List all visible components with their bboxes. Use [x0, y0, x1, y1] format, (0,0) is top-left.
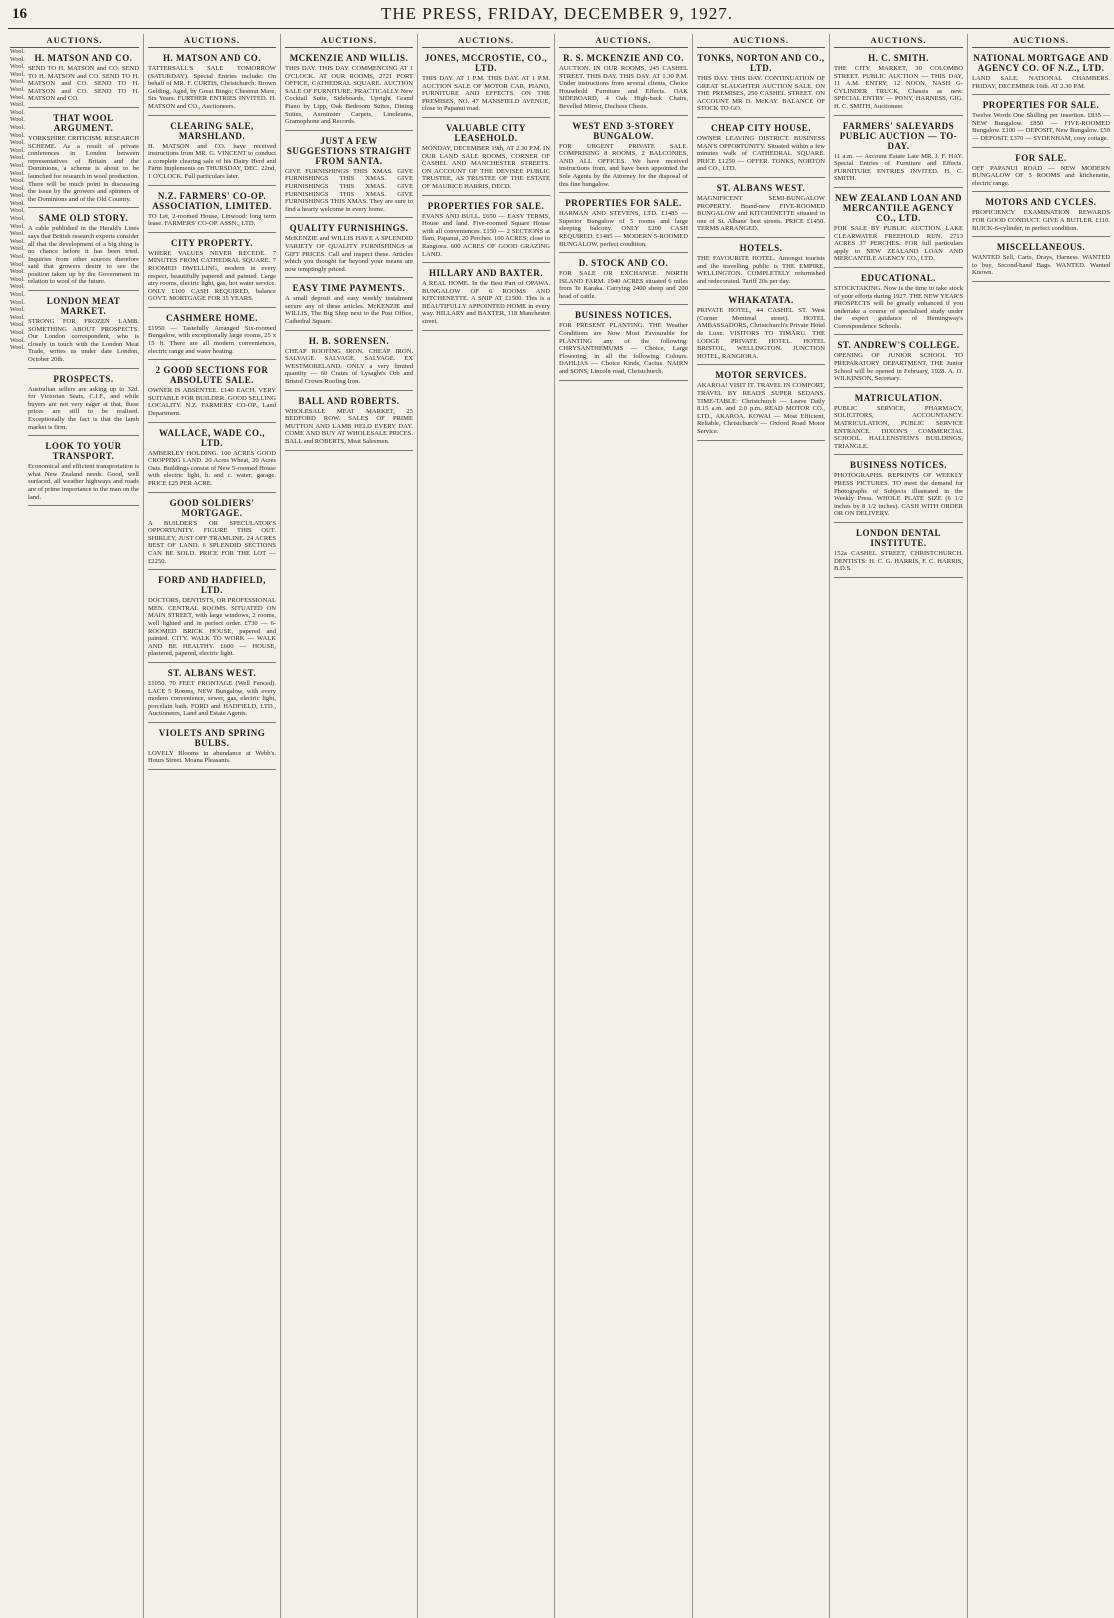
advert-title: MOTORS AND CYCLES. [985, 197, 1097, 208]
advert-text: 11 a.m. — Account Estate Late MR. J. F. HAY. Special Entries of Furniture and Effects. FURNITURE ENTRIES INVITED. H. C. SMITH. [834, 152, 963, 183]
advert-title: ST. ALBANS WEST. [167, 667, 257, 678]
advert [285, 218, 413, 278]
advert-text: EVANS AND BULL. £650 — EASY TERMS, House and land. Five-roomed Square House with all conveniences. £150 — 2 SECTIONS at Ilam, Papanui, 20 Perches. 100 ACRES, close to Rangiora. 600 ACRES OF GOOD GRAZING LAND. [422, 212, 551, 258]
advert-text: PUBLIC SERVICE, PHARMACY, SOLICITORS, ACCOUNTANCY. MATRICULATION, PUBLIC SERVICE ENTRANCE. DIXON'S COMMERCIAL SCHOOL. HALLENSTEIN'S BUILDINGS, TRIANGLE. [834, 404, 963, 450]
advert [285, 131, 413, 219]
advert-text: THIS DAY. THIS DAY. COMMENCING AT 1 O'CLOCK. AT OUR ROOMS, 2721 PORT OFFICE, CATHEDRAL SQUARE. AUCTION SALE OF FURNITURE. PRACTICALLY New Cocktail Suite, Sideboards, Upright Grand Piano by Lipp, Oak Bedroom Suites, Dining Suites, Axminster Carpets, Linoleums, Gramophone and Records. [285, 65, 413, 126]
advert [148, 308, 276, 360]
advert [834, 388, 963, 456]
column-heading: AUCTIONS. [697, 34, 825, 48]
advert [834, 116, 963, 188]
advert-text: A small deposit and easy weekly instalment secure any of these articles. McKENZIE and WILLIS, The Big Shop next to the Post Office, Cathedral Square. [285, 295, 413, 326]
column-7 [830, 34, 968, 1618]
advert-title: HILLARY AND BAXTER. [428, 268, 544, 279]
advert-text: WHOLESALE MEAT MARKET, 25 BEDFORD ROW. SALES OF PRIME MUTTON AND LAMB HELD EVERY DAY. COME AND BUY AT WHOLESALE PRICES. BALL and ROBERTS, Meat Salesmen. [285, 407, 413, 445]
advert-text: FOR SALE BY PUBLIC AUCTION. LAKE CLEARWATER FREEHOLD RUN. 2713 ACRES 37 PERCHES. FOR full particulars apply to NEW ZEALAND LOAN AND MERCANTILE AGENCY CO., LTD. [834, 224, 963, 263]
advert-title: PROPERTIES FOR SALE. [427, 200, 545, 211]
column-heading: AUCTIONS. [285, 34, 413, 48]
advert [697, 238, 825, 290]
advert [697, 365, 825, 440]
advert-text: TO Let, 2-roomed House, Linwood: long term lease. FARMERS' CO-OP. ASSN., LTD. [148, 212, 276, 228]
advert-text: McKENZIE and WILLIS HAVE A SPLENDID VARIETY OF QUALITY FURNISHINGS at GIFT PRICES. Call and inspect these. Articles which you thought far beyond your means are now temptingly priced. [285, 235, 413, 273]
advert-text: A REAL HOME. In the Best Part of OPAWA. BUNGALOW OF 6 ROOMS AND KITCHENETTE. A SNIP AT £1500. This is a BEAUTIFULLY APPOINTED HOME in every way. HILLARY and BAXTER, 118 Manchester street. [422, 280, 550, 326]
advert-title: CHEAP CITY HOUSE. [711, 122, 811, 133]
advert-text: FOR URGENT PRIVATE SALE. COMPRISING 8 ROOMS, 2 BALCONIES, AND ALL OFFICES. We have received instructions from, and have been appointed the Sole Agents by the Attorney for the disposal of this fine bungalow. [559, 142, 688, 188]
advert-text: GIVE FURNISHINGS THIS XMAS. GIVE FURNISHINGS THIS XMAS. GIVE FURNISHINGS THIS XMAS. GIVE FURNISHINGS THIS XMAS. GIVE FURNISHINGS THIS XMAS. They are sure to find a hearty welcome in every home. [285, 167, 413, 213]
advert-title: D. STOCK AND CO. [578, 258, 669, 269]
advert [422, 48, 550, 118]
advert-title: H. MATSON AND CO. [162, 53, 262, 63]
advert-text: PRIVATE HOTEL, 44 CASHEL ST. West (Corner Montreal street). HOTEL AMBASSADORS, Christchurch's Private Hotel de Luxe. VISITORS TO TIMARU. THE LODGE PRIVATE HOTEL. HOTEL BRISTOL, WELLINGTON. JUNCTION HOTEL, RANGIORA. [697, 307, 825, 360]
advert [422, 196, 550, 264]
advert-text: HARMAN AND STEVENS, LTD. £1485 — Superior Bungalow of 5 rooms and large sleeping balcony. ONLY £200 CASH REQUIRED. £1485 — MODERN 5-ROOMED BUNGALOW, perfect condition. [559, 210, 688, 248]
advert [834, 188, 963, 268]
masthead-rule [8, 28, 1114, 29]
advert [148, 360, 276, 422]
advert-title: ST. ALBANS WEST. [716, 182, 806, 193]
advert-title: MATRICULATION. [854, 392, 943, 403]
advert [422, 118, 550, 196]
column-5 [555, 34, 693, 1618]
advert-text: THIS DAY. THIS DAY. CONTINUATION OF GREAT SLAUGHTER AUCTION SALE. ON THE PREMISES, 250 CASHEL STREET. ON ACCOUNT MR D. McKAY. BALANCE OF STOCK TO GO. [697, 75, 825, 113]
advert-text: DOCTORS, DENTISTS, OR PROFESSIONAL MEN. CENTRAL ROOMS. SITUATED ON MAIN STREET, with large windows, 2 rooms, well lighted and in perfect order. £730 — 6-ROOMED BRICK HOUSE, papered and painted. CITY. WALK TO WORK — WALK AND BE HEALTHY. £600 — HOUSE, plastered, papered, electric light. [148, 597, 276, 658]
column-2 [144, 34, 281, 1618]
advert [285, 48, 413, 131]
advert-text: Twelve Words One Shilling per insertion. £835 — NEW Bungalow. £850 — FIVE-ROOMED Bungalow. £100 — DEPOSIT, New Bungalow. £50 — DEPOSIT. £370 — SYDENHAM, cosy cottage. [972, 112, 1110, 142]
advert-text: LAND SALE. NATIONAL CHAMBERS. FRIDAY, DECEMBER 16th. AT 2.30 P.M. [972, 75, 1110, 90]
advert [559, 116, 688, 194]
advert-title: WALLACE, WADE CO., LTD. [158, 427, 266, 448]
advert [422, 263, 550, 331]
advert [285, 331, 413, 391]
advert-text: AKAROA! VISIT IT. TRAVEL IN COMFORT, TRAVEL BY READ'S SUPER SEDANS. TIME-TABLE: Christchurch — Leave Daily 8.15 a.m. and 2.0 p.m. READ MOTOR CO., LTD., AKAROA. KOWAI — Most Efficient, Reliable, Christchurch — Oxford Road Motor Service. [697, 382, 825, 435]
advert-title: LONDON DENTAL INSTITUTE. [855, 527, 942, 548]
column-heading: AUCTIONS. [10, 34, 139, 48]
advert-title: BUSINESS NOTICES. [849, 460, 948, 471]
page-number: 16 [12, 6, 27, 22]
advert-title: WHAKATATA. [728, 295, 794, 306]
advert-title: EDUCATIONAL. [860, 272, 937, 283]
advert-text: THE CITY MARKET, 30 COLOMBO STREET. PUBLIC AUCTION — THIS DAY, 11 A.M. ENTRY, 12 NOON. NASH G-CYLINDER TRUCK, Chassis as new. SPECIAL ENTRY — PONY, HARNESS, GIG. H. C. SMITH, Auctioneer. [834, 65, 963, 110]
advert-title: MOTOR SERVICES. [715, 370, 807, 381]
advert-title: H. C. SMITH. [868, 53, 929, 63]
wool-gutter: Wool. Wool. Wool. Wool. Wool. Wool. Wool. Wool. Wool. Wool. Wool. Wool. Wool. Wool. Wool. Wool. Wool. Wool. Wool. Wool. Wool. Wool. Wool. Wool. Wool. Wool. Wool. Wool. Wool. Wool. Wool. Wool. Wool. Wool. Wool. Wool. Wool. Wool. Wool. Wool. [10, 48, 25, 352]
advert [148, 233, 276, 308]
advert-text: FOR PRESENT PLANTING. THE Weather Conditions are Now Most Favourable for PLANTING any of the following: CHRYSANTHEMUMS — Choice, Large Flowering, in all the following Colours. DAHLIAS — Choice Kinds, Cactus. NAIRN and SONS, Lincoln road, Christchurch. [559, 322, 688, 376]
advert-title: JONES, MCCROSTIE, CO., LTD. [424, 53, 548, 73]
advert [28, 436, 139, 506]
advert [697, 48, 825, 118]
advert [148, 493, 276, 571]
advert [285, 391, 413, 451]
advert-title: SAME OLD STORY. [38, 213, 129, 224]
column-3 [281, 34, 418, 1618]
advert [834, 268, 963, 336]
advert-text: MAGNIFICENT SEMI-BUNGALOW PROPERTY. Brand-new FIVE-ROOMED BUNGALOW and KITCHENETTE situated in one of St. Albans' best streets. PRICE £1450. TERMS ARRANGED. [697, 194, 825, 233]
advert-text: WANTED Sell, Carts, Drays, Harness. WANTED to buy, Second-hand Bags. WANTED. Wanted Known. [972, 254, 1110, 277]
advert-text: STRONG FOR FROZEN LAMB. SOMETHING ABOUT PROSPECTS. Our London correspondent, who is closely in touch with the London Meat Trade, writes us under date London, October 20th. [28, 318, 139, 364]
advert-text: OWNER IS ABSENTEE. £140 EACH. VERY SUITABLE FOR BUILDER. GOOD SELLING LOCALITY. N.Z. FARMERS' CO-OP., Land Department. [148, 387, 276, 418]
advert [834, 523, 963, 578]
column-4 [418, 34, 555, 1618]
advert-title: HOTELS. [739, 242, 783, 253]
advert-title: H. MATSON AND CO. [34, 53, 133, 63]
advert-text: A cable published in the Herald's Lines says that British research experts consider all that the development of a big thing is no chance before it has been tried. Inquiries from other sources therefore said that growers desire to see the position taken up by the Government in relation to wool of the future. [28, 225, 139, 286]
advert-text: OPENING OF JUNIOR SCHOOL TO PREPARATORY DEPARTMENT. THE Junior School will be opened in February, 1928. A. O. WILKINSON, Secretary. [834, 352, 963, 383]
column-heading: AUCTIONS. [559, 34, 688, 48]
advert-text: LOVELY Blooms in abundance at Webb's. Hours Street. Moana Pleasants. [148, 749, 276, 765]
column-heading: AUCTIONS. [834, 34, 963, 48]
advert [28, 291, 139, 369]
advert [148, 723, 276, 770]
advert-title: FOR SALE. [1015, 152, 1067, 163]
column-6 [693, 34, 830, 1618]
advert-text: SEND TO H. MATSON and CO. SEND TO H. MATSON and CO. SEND TO H. MATSON and CO. SEND TO H. MATSON and CO. SEND TO H. MATSON and CO. [28, 65, 139, 103]
advert [559, 253, 688, 305]
advert-title: PROPERTIES FOR SALE. [982, 100, 1100, 111]
advert-title: PROSPECTS. [53, 373, 114, 384]
advert-title: NEW ZEALAND LOAN AND MERCANTILE AGENCY CO., LTD. [834, 192, 963, 223]
advert-text: Australian sellers are asking up to 32d. for Victorian Seats, C.I.F., and while buyers are not very eager at that, these prices are still to be realised. Exceptionally the fact is that the lamb market is firm. [28, 385, 139, 431]
advert [972, 48, 1110, 95]
column-1 [6, 34, 144, 1618]
advert [28, 48, 139, 108]
advert-text: THIS DAY. AT 1 P.M. THIS DAY. AT 1 P.M. AUCTION SALE OF MOTOR CAR, PIANO, FURNITURE AND EFFECTS. ON THE PREMISES, NO. 47 MANSFIELD AVENUE, close to Papanui road. [422, 75, 550, 113]
advert-title: MCKENZIE AND WILLIS. [289, 53, 409, 63]
advert-title: ST. ANDREW'S COLLEGE. [837, 340, 960, 351]
advert-title: 2 GOOD SECTIONS FOR ABSOLUTE SALE. [155, 365, 269, 386]
advert-title: PROPERTIES FOR SALE. [565, 198, 682, 209]
advert-title: GOOD SOLDIERS' MORTGAGE. [169, 497, 255, 518]
wool-column-block [10, 48, 139, 506]
advert-title: MISCELLANEOUS. [996, 242, 1086, 253]
advert-title: CASHMERE HOME. [165, 312, 258, 323]
masthead [0, 0, 1114, 30]
advert-title: FORD AND HADFIELD, LTD. [158, 575, 266, 596]
advert [148, 186, 276, 233]
advert [148, 116, 276, 186]
advert [148, 663, 276, 723]
advert-text: FOR SALE OR EXCHANGE. NORTH ISLAND FARM. 1940 ACRES situated 6 miles from Te Karaka. Carrying 2400 sheep and 200 head of cattle. [559, 270, 688, 300]
advert [559, 48, 688, 116]
advert-text: OFF PAPANUI ROAD — NEW MODERN BUNGALOW OF 5 ROOMS and kitchenette, electric range. [972, 164, 1110, 187]
advert-text: THE FAVOURITE HOTEL. Amongst tourists and the travelling public is THE EMPIRE, WELLINGTON. COMPLETELY refurnished and redecorated. Tariff 20s per day. [697, 254, 825, 285]
advert-title: CITY PROPERTY. [170, 237, 254, 248]
advert [697, 118, 825, 178]
advert [697, 178, 825, 238]
advert-title: R. S. MCKENZIE AND CO. [563, 53, 684, 63]
advert-title: BUSINESS NOTICES. [574, 310, 673, 321]
advert [28, 369, 139, 437]
advert-text: OWNER LEAVING DISTRICT. BUSINESS MAN'S OPPORTUNITY. Situated within a few minutes walk of CATHEDRAL SQUARE. PRICE £1250 — OFFER. TONKS, NORTON and CO., LTD. [697, 134, 825, 173]
advert [972, 237, 1110, 282]
advert [28, 108, 139, 208]
advert-title: THAT WOOL ARGUMENT. [53, 112, 114, 133]
column-heading: AUCTIONS. [148, 34, 276, 48]
column-heading: AUCTIONS. [972, 34, 1110, 48]
advert-title: NATIONAL MORTGAGE AND AGENCY CO. OF N.Z., LTD. [973, 53, 1109, 73]
advert [834, 455, 963, 523]
advert-title: FARMERS' SALEYARDS PUBLIC AUCTION — TO-DAY. [839, 120, 958, 151]
advert-title: H. B. SORENSEN. [308, 335, 390, 346]
advert-title: QUALITY FURNISHINGS. [289, 223, 409, 234]
advert [148, 570, 276, 663]
advert-title: LONDON MEAT MARKET. [46, 296, 121, 317]
newspaper-title: THE PRESS, FRIDAY, DECEMBER 9, 1927. [381, 4, 733, 23]
advert [697, 290, 825, 365]
advert-text: MONDAY, DECEMBER 19th, AT 2.30 P.M. IN OUR LAND SALE ROOMS, CORNER OF CASHEL AND MANCHESTER STREETS. ON ACCOUNT OF THE DEVISEE PUBLIC TRUSTEE, AS TRUSTEE OF THE ESTATE OF MAURICE HARRIS, DECD. [422, 144, 550, 190]
columns [6, 34, 1114, 1618]
advert-text: AMBERLEY HOLDING. 100 ACRES GOOD CROPPING LAND. 20 Acres Wheat, 20 Acres Oats. Buildings consist of New 5-roomed House with electric light, h. and c. water; garage. PRICE £25 PER ACRE. [148, 449, 277, 487]
advert-title: CLEARING SALE, MARSHLAND. [170, 120, 254, 141]
advert-text: AUCTION. IN OUR ROOMS, 245 CASHEL STREET. THIS DAY. THIS DAY. AT 1.30 P.M. Under instructions from several clients, Choice Household Furniture and Effects. OAK SIDEBOARD, 4 Oak High-back Chairs, Bevelled Mirror, Duchess Chests. [559, 65, 688, 110]
advert-text: Economical and efficient transportation is what New Zealand needs. Good, well surfaced, all weather highways and roads are of prime importance to the man on the land. [28, 463, 139, 501]
advert-text: STOCKTAKING. Now is the time to take stock of your efforts during 1927. THE NEW YEAR'S PROSPECTS will be greatly enhanced if you undertake a course of specialised study under the expert guidance of Hemingway's Correspondence Schools. [834, 284, 963, 330]
advert-text: CHEAP ROOFING IRON. CHEAP IRON. SALVAGE. SALVAGE. SALVAGE. EX WESTMORELAND. ONLY a very limited quantity — 60 Crates of Lysaght's Orb and Bristol Crown Roofing Iron. [285, 347, 413, 386]
column-heading: AUCTIONS. [422, 34, 550, 48]
advert [559, 305, 688, 380]
advert [148, 48, 276, 116]
advert [834, 335, 963, 387]
advert-text: YORKSHIRE CRITICISM. RESEARCH SCHEME. As a result of private conferences in London between representatives of Britain and the Dominions, a scheme is about to be launched for research in wool production. There will be much point in discussing the issue by the growers and spinners of the Dominions and of the Old Country. [28, 134, 139, 203]
advert [834, 48, 963, 116]
advert-title: BALL AND ROBERTS. [298, 395, 400, 406]
advert-title: EASY TIME PAYMENTS. [292, 283, 406, 294]
advert-text: PROFICIENCY EXAMINATION REWARDS FOR GOOD CONDUCT. GIVE A BUTLER. £110. BUICK-6-cylinder, in perfect condition. [972, 209, 1110, 232]
advert [148, 423, 276, 493]
advert-text: TATTERSALL'S SALE TOMORROW (SATURDAY). Special Entries include: On behalf of MR. F. CURTIS, Christchurch: Brown Gelding, Aged, by Great Bingo; Chestnut Mare, Six Years. FURTHER ENTRIES INVITED. H. MATSON and CO., Auctioneers. [148, 65, 276, 110]
advert [972, 192, 1110, 237]
column-8 [968, 34, 1114, 1618]
advert-text: WHERE VALUES NEVER RECEDE. 7 MINUTES FROM CATHEDRAL SQUARE. 7 ROOMED DWELLING, modern in every respect, beautifully papered and painted. Large airy rooms, electric light, gas, hot water service. ONLY £100 CASH REQUIRED, balance GOVT. MORTGAGE FOR 35 YEARS. [148, 249, 276, 303]
advert [559, 193, 688, 253]
advert-text: A BUILDER'S OR SPECULATOR'S OPPORTUNITY. FIGURE THIS OUT. SHIRLEY, JUST OFF TRAMLINE. 24 ACRES BEST OF LAND. 6 SPLENDID SECTIONS CAN BE SOLD. PRICE FOR THE LOT — £2250. [148, 519, 276, 565]
advert-title: N.Z. FARMERS' CO-OP. ASSOCIATION, LIMITED. [152, 190, 272, 211]
advert-text: 152a CASHEL STREET, CHRISTCHURCH. DENTISTS: H. C. G. HARRIS, F. C. HARRIS, B.D.S. [834, 549, 963, 573]
advert [28, 208, 139, 291]
advert-text: £1950 — Tastefully Arranged Six-roomed Bungalow, with exceptionally large rooms, 25 x 15 ft. There are all modern conveniences, electric range and water heating. [148, 324, 276, 355]
advert-title: LOOK TO YOUR TRANSPORT. [45, 441, 122, 462]
advert [972, 95, 1110, 147]
advert-title: WEST END 3-STOREY BUNGALOW. [572, 120, 675, 141]
advert [972, 148, 1110, 193]
advert-text: £1050. 70 FEET FRONTAGE (Well Fenced). LACE 5 Rooms, NEW Bungalow, with every modern convenience, sewer, gas, electric light, porcelain bath. FORD and HADFIELD, LTD., Auctioneers, Land and Estate Agents. [148, 679, 276, 718]
advert-text: H. MATSON and CO. have received instructions from MR. G. VINCENT to conduct a complete clearing sale of his Dairy Herd and Farm Implements on THURSDAY, DEC. 22nd, 1 O'CLOCK. Full particulars later. [148, 142, 276, 180]
advert-title: JUST A FEW SUGGESTIONS STRAIGHT FROM SANTA. [286, 135, 412, 166]
advert-title: VALUABLE CITY LEASEHOLD. [445, 122, 527, 143]
advert-title: TONKS, NORTON AND CO., LTD. [697, 53, 825, 73]
advert-text: PHOTOGRAPHS. REPRINTS OF WEEKLY PRESS PICTURES. TO meet the demand for Photographs of Subjects illustrated in the Weekly Press. WHOLE PLATE SIZE (6 1/2 inches by 8 1/2 inches). CASH WITH ORDER OR ON DELIVERY. [834, 472, 963, 518]
advert [285, 278, 413, 330]
advert-title: VIOLETS AND SPRING BULBS. [158, 727, 266, 748]
